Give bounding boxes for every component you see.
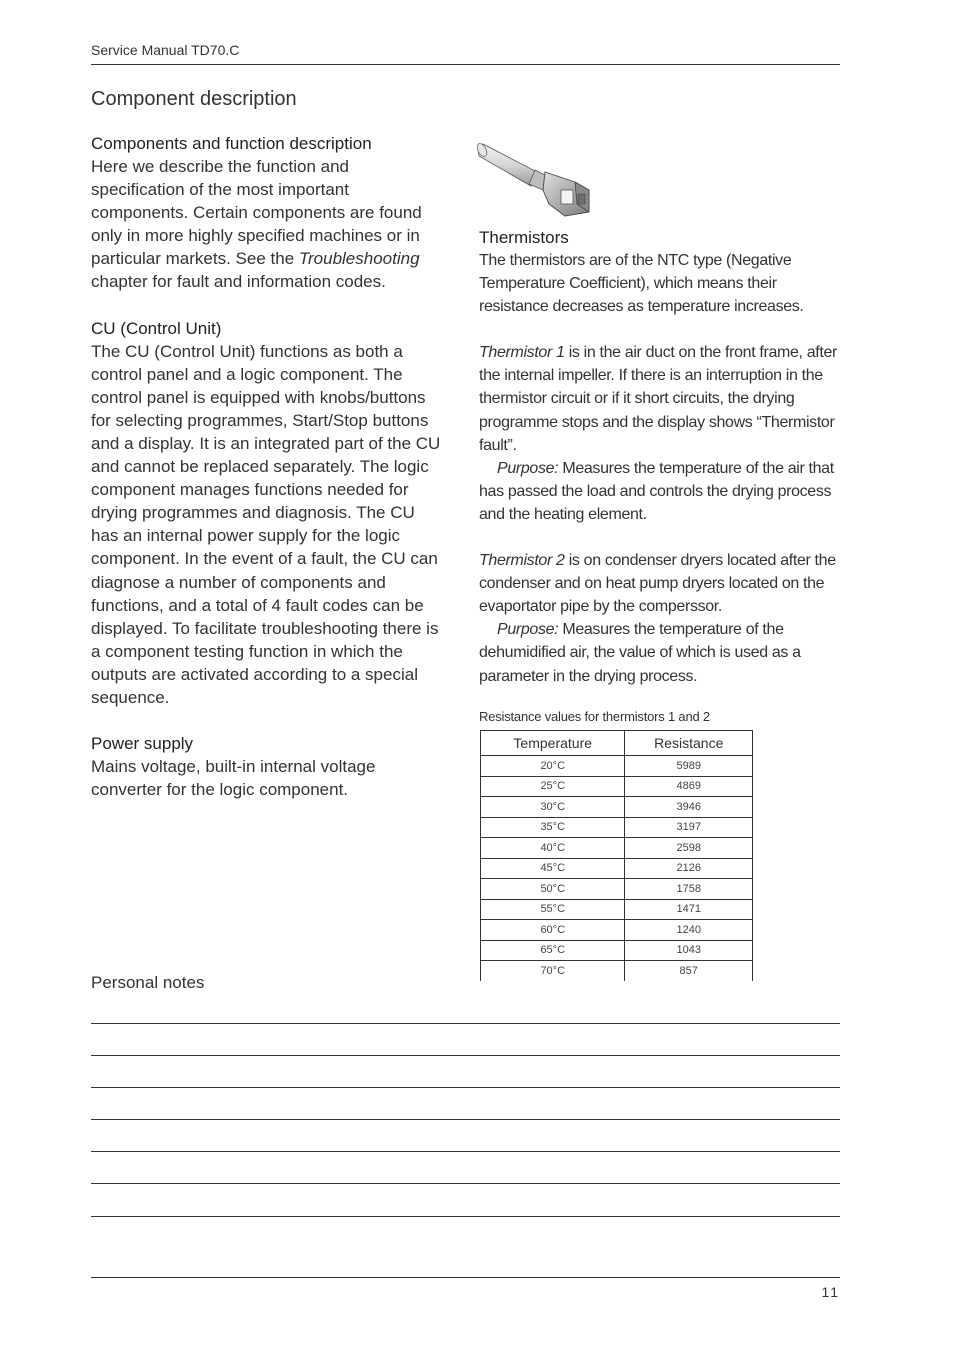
table-row xyxy=(481,940,753,961)
components-block xyxy=(91,132,443,294)
thermistor-2-description: is on condenser dryers located after the condenser and on heat pump dryers located on the evaportator pipe by the comperssor. xyxy=(479,552,836,616)
thermistors-intro: The thermistors are of the NTC type (Negative Temperature Coefficient), which means their resistance decreases as temperature increases. xyxy=(479,252,804,316)
thermistor-2-name: Thermistor 2 xyxy=(479,552,565,570)
footer-divider xyxy=(91,1277,840,1278)
table-row xyxy=(481,797,753,818)
thermistor-1-purpose xyxy=(479,457,844,526)
note-line xyxy=(91,1023,840,1024)
components-heading: Components and function description xyxy=(91,134,372,153)
note-line xyxy=(91,1151,840,1152)
header-resistance: Resistance xyxy=(625,731,753,756)
cu-heading: CU (Control Unit) xyxy=(91,318,222,338)
table-row xyxy=(481,899,753,920)
note-line xyxy=(91,1119,840,1120)
resistance-cell: 5989 xyxy=(625,756,753,777)
power-heading: Power supply xyxy=(91,734,194,754)
resistance-cell: 1758 xyxy=(625,879,753,900)
resistance-cell: 2598 xyxy=(625,838,753,859)
table-header-row xyxy=(481,731,753,756)
resistance-cell: 3197 xyxy=(625,817,753,838)
resistance-cell: 1240 xyxy=(625,920,753,941)
temperature-cell: 30°C xyxy=(481,797,625,818)
power-text: Mains voltage, built-in internal voltage converter for the logic component. xyxy=(91,757,376,800)
section-title: Component description xyxy=(91,88,297,110)
header-temperature: Temperature xyxy=(481,731,625,756)
components-text-before: Here we describe the function and specification of the most important components. Certain components are found only in more highly specified machines or in particular markets. See the xyxy=(91,157,422,269)
temperature-cell: 40°C xyxy=(481,838,625,859)
table-row xyxy=(481,879,753,900)
table-row xyxy=(481,776,753,797)
temperature-cell: 35°C xyxy=(481,817,625,838)
resistance-table xyxy=(480,730,753,981)
resistance-cell: 4869 xyxy=(625,776,753,797)
thermistor-1-purpose-text: Measures the temperature of the air that has passed the load and controls the drying process and the heating element. xyxy=(479,459,834,523)
table-row xyxy=(481,920,753,941)
cu-text: The CU (Control Unit) functions as both a control panel and a logic component. The control panel is equipped with knobs/buttons for selecting programmes, Start/Stop buttons and a display. It is an integrated part of the CU and cannot be replaced separately. The logic component manages functions needed for drying programmes and diagnosis. The CU has an internal power supply for the logic component. In the event of a fault, the CU can diagnose a number of components and functions, and a total of 4 fault codes can be displayed. To facilitate troubleshooting there is a component testing function in which the outputs are activated according to a special sequence. xyxy=(91,341,441,707)
thermistor-1-description: is in the air duct on the front frame, after the internal impeller. If there is an interruption in the thermistor circuit or if it short circuits, the drying programme stops and the display shows “Thermistor fault”. xyxy=(479,344,838,454)
purpose-label: Purpose: xyxy=(497,459,559,477)
purpose-label: Purpose: xyxy=(497,621,559,639)
note-line xyxy=(91,1055,840,1056)
thermistor-2-text xyxy=(479,549,844,618)
thermistor-2-purpose-text: Measures the temperature of the dehumidified air, the value of which is used as a parameter in the drying process. xyxy=(479,621,801,685)
resistance-cell: 2126 xyxy=(625,858,753,879)
header-title: Service Manual TD70.C xyxy=(91,42,240,58)
temperature-cell: 60°C xyxy=(481,920,625,941)
temperature-cell: 50°C xyxy=(481,879,625,900)
thermistors-heading: Thermistors xyxy=(479,228,569,247)
table-row xyxy=(481,838,753,859)
right-column xyxy=(479,226,844,711)
notes-title: Personal notes xyxy=(91,973,205,992)
table-row xyxy=(481,961,753,981)
thermistor-image xyxy=(477,132,597,222)
thermistor-illustration xyxy=(477,132,597,222)
troubleshooting-reference: Troubleshooting xyxy=(298,249,420,269)
temperature-cell: 25°C xyxy=(481,776,625,797)
thermistors-block xyxy=(479,226,844,688)
thermistor-2-purpose xyxy=(479,618,844,687)
temperature-cell: 65°C xyxy=(481,940,625,961)
resistance-cell: 857 xyxy=(625,961,753,981)
note-line xyxy=(91,1216,840,1217)
temperature-cell: 20°C xyxy=(481,756,625,777)
resistance-cell: 3946 xyxy=(625,797,753,818)
thermistor-1-text xyxy=(479,341,844,456)
table-row xyxy=(481,858,753,879)
page-header xyxy=(91,42,840,65)
power-block xyxy=(91,732,443,801)
temperature-cell: 45°C xyxy=(481,858,625,879)
resistance-cell: 1471 xyxy=(625,899,753,920)
note-line xyxy=(91,1087,840,1088)
temperature-cell: 70°C xyxy=(481,961,625,981)
thermistor-1-name: Thermistor 1 xyxy=(479,344,565,362)
temperature-cell: 55°C xyxy=(481,899,625,920)
table-row xyxy=(481,817,753,838)
cu-block xyxy=(91,317,443,710)
components-text xyxy=(91,155,443,294)
resistance-cell: 1043 xyxy=(625,940,753,961)
page-number: 11 xyxy=(821,1284,840,1300)
left-column xyxy=(91,132,443,824)
table-row xyxy=(481,756,753,777)
components-text-after: chapter for fault and information codes. xyxy=(91,272,386,292)
note-line xyxy=(91,1183,840,1184)
table-caption: Resistance values for thermistors 1 and 2 xyxy=(479,709,710,724)
